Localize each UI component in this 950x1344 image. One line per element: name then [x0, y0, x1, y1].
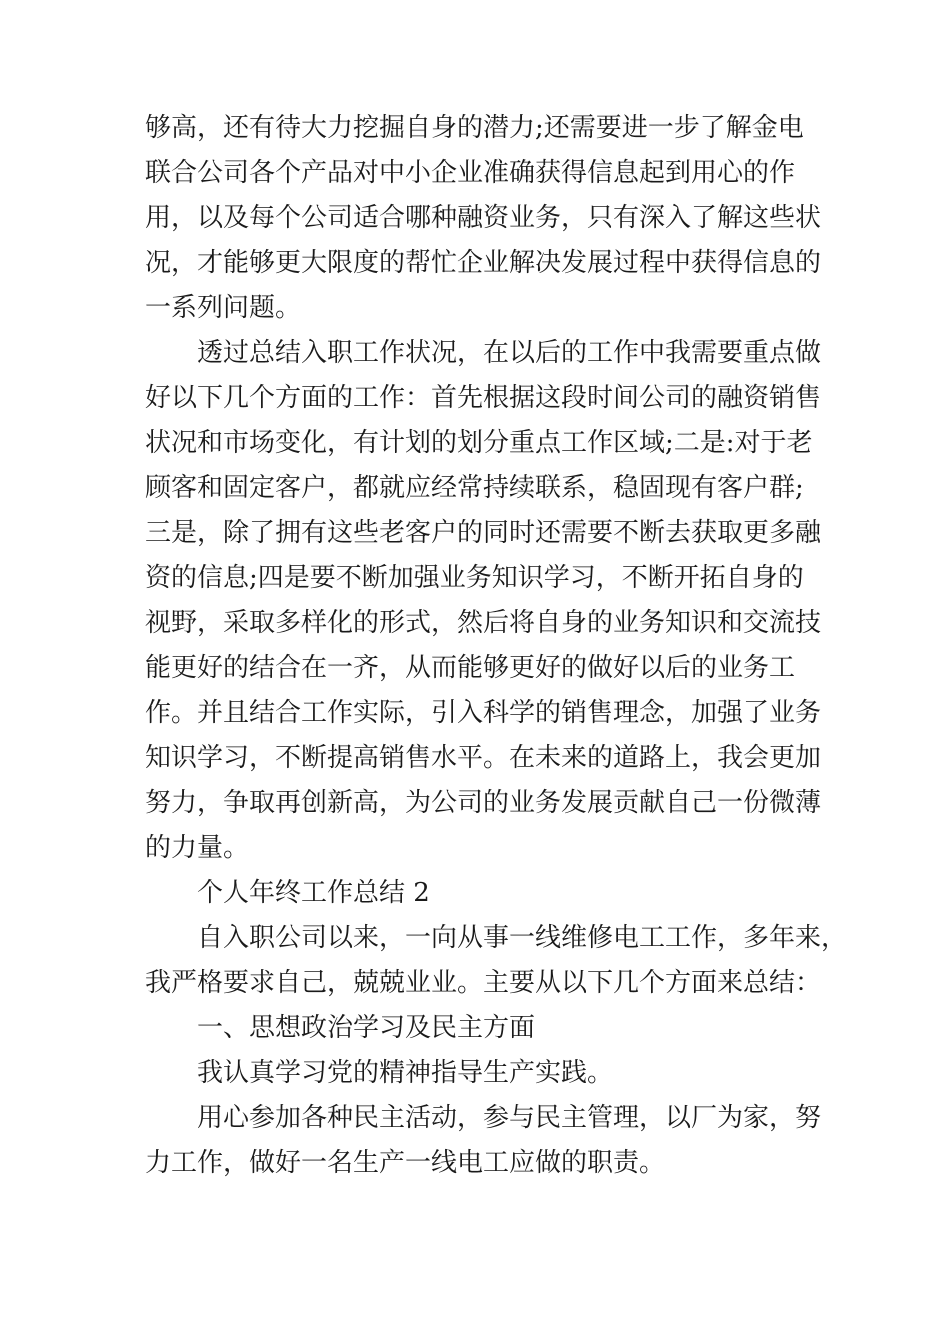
text-line: 够高，还有待大力挖掘自身的潜力;还需要进一步了解金电	[145, 113, 804, 143]
text-line: 我严格要求自己，兢兢业业。主要从以下几个方面来总结：	[145, 968, 822, 998]
document-body	[145, 106, 848, 1186]
text-line: 联合公司各个产品对中小企业准确获得信息起到用心的作	[145, 158, 796, 188]
subsection-heading: 一、思想政治学习及民主方面	[197, 1013, 536, 1043]
text-line: 好以下几个方面的工作：首先根据这段时间公司的融资销售	[145, 383, 822, 413]
text-line: 顾客和固定客户，都就应经常持续联系，稳固现有客户群;	[145, 473, 804, 503]
text-line: 一系列问题。	[145, 293, 302, 323]
text-line: 资的信息;四是要不断加强业务知识学习，不断开拓自身的	[145, 563, 804, 593]
text-line: 三是，除了拥有这些老客户的同时还需要不断去获取更多融	[145, 518, 822, 548]
section-heading: 个人年终工作总结 2	[197, 878, 430, 908]
text-line: 知识学习，不断提高销售水平。在未来的道路上，我会更加	[145, 743, 822, 773]
text-line: 用，以及每个公司适合哪种融资业务，只有深入了解这些状	[145, 203, 822, 233]
text-line: 状况和市场变化，有计划的划分重点工作区域;二是:对于老	[145, 428, 813, 458]
text-line: 的力量。	[145, 833, 250, 863]
text-line: 视野，采取多样化的形式，然后将自身的业务知识和交流技	[145, 608, 822, 638]
paragraph-first-line: 自入职公司以来，一向从事一线维修电工工作，多年来，	[197, 923, 848, 953]
paragraph-first-line: 用心参加各种民主活动，参与民主管理，以厂为家，努	[197, 1103, 822, 1133]
text-line: 努力，争取再创新高，为公司的业务发展贡献自己一份微薄	[145, 788, 822, 818]
paragraph-first-line: 我认真学习党的精神指导生产实践。	[197, 1058, 614, 1088]
paragraph-first-line: 透过总结入职工作状况，在以后的工作中我需要重点做	[197, 338, 822, 368]
text-line: 力工作，做好一名生产一线电工应做的职责。	[145, 1148, 666, 1178]
text-line: 能更好的结合在一齐，从而能够更好的做好以后的业务工	[145, 653, 796, 683]
text-line: 况，才能够更大限度的帮忙企业解决发展过程中获得信息的	[145, 248, 822, 278]
text-line: 作。并且结合工作实际，引入科学的销售理念，加强了业务	[145, 698, 822, 728]
